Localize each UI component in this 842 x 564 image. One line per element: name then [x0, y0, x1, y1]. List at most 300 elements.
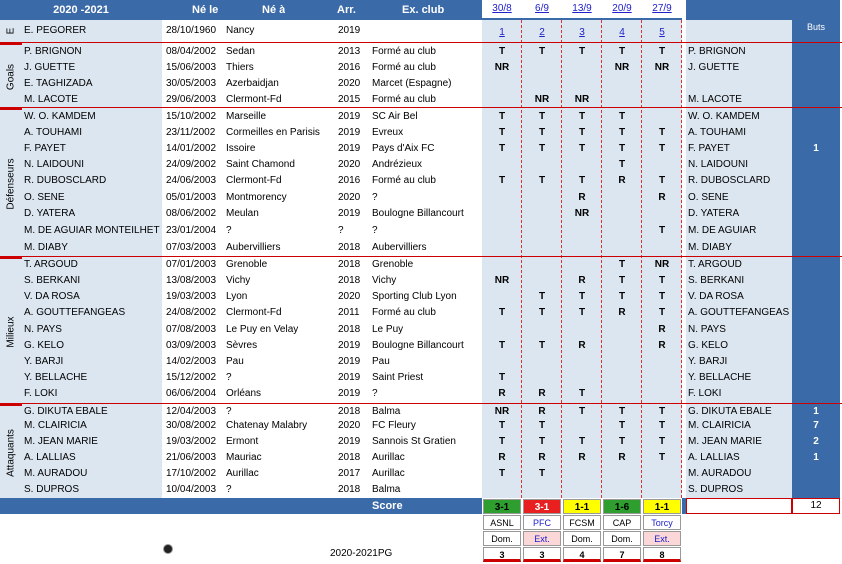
player-arrival: 2018 — [338, 324, 361, 335]
match-mark: NR — [494, 275, 510, 286]
match-mark: T — [618, 46, 626, 57]
sep-line-1 — [0, 42, 842, 43]
player-name: M. JEAN MARIE — [24, 436, 98, 447]
player-short-name: A. TOUHAMI — [688, 127, 746, 138]
player-birth-date: 08/06/2002 — [166, 208, 217, 219]
player-birth-place: Azerbaidjan — [226, 78, 279, 89]
header-ex-club: Ex. club — [402, 4, 445, 16]
match-mark: R — [578, 275, 586, 286]
player-ex-club: Aurillac — [372, 468, 405, 479]
player-short-name: G. KELO — [688, 340, 729, 351]
player-birth-place: Clermont-Fd — [226, 307, 282, 318]
player-short-name: J. GUETTE — [688, 62, 740, 73]
match-mark: T — [538, 175, 546, 186]
match-num-5[interactable]: 5 — [659, 27, 665, 38]
player-birth-date: 03/09/2003 — [166, 340, 217, 351]
player-birth-place: Saint Chamond — [226, 159, 295, 170]
match-mark: R — [658, 192, 666, 203]
match-date-2[interactable]: 6/9 — [535, 3, 549, 14]
player-birth-place: Lyon — [226, 291, 248, 302]
player-name: M. CLAIRICIA — [24, 420, 87, 431]
match-mark: NR — [574, 208, 590, 219]
match-score: 3-1 — [523, 499, 561, 514]
header-right-bar — [686, 0, 840, 20]
match-mark: T — [538, 307, 546, 318]
match-score: 1-1 — [563, 499, 601, 514]
player-name: R. DUBOSCLARD — [24, 175, 107, 186]
player-name: M. AURADOU — [24, 468, 88, 479]
player-short-name: F. PAYET — [688, 143, 730, 154]
player-name: W. O. KAMDEM — [24, 111, 96, 122]
match-mark: T — [498, 111, 506, 122]
section-goals-label: Goals — [5, 63, 17, 91]
player-short-name: G. DIKUTA EBALE — [688, 406, 772, 417]
player-name: S. DUPROS — [24, 484, 80, 495]
match-mark: T — [618, 259, 626, 270]
match-venue: Ext. — [523, 531, 561, 546]
match-score: 3-1 — [483, 499, 521, 514]
match-points: 3 — [523, 547, 561, 562]
player-birth-place: Sèvres — [226, 340, 258, 351]
match-mark: T — [498, 420, 506, 431]
player-arrival: 2018 — [338, 242, 361, 253]
match-mark: T — [578, 291, 586, 302]
match-date-5[interactable]: 27/9 — [652, 3, 672, 14]
section-attack-label: Attaquants — [5, 429, 17, 477]
match-points: 4 — [563, 547, 601, 562]
match-score: 1-1 — [643, 499, 681, 514]
player-ex-club: Le Puy — [372, 324, 404, 335]
match-mark: NR — [534, 94, 550, 105]
player-short-name: M. DIABY — [688, 242, 732, 253]
player-goals: 1 — [813, 452, 819, 463]
match-opponent: Torcy — [643, 515, 681, 530]
player-birth-place: Clermont-Fd — [226, 175, 282, 186]
player-arrival: 2019 — [338, 208, 361, 219]
player-arrival: 2018 — [338, 259, 361, 270]
player-goals: 1 — [813, 406, 819, 417]
ball-icon — [163, 544, 173, 554]
player-birth-date: 07/03/2003 — [166, 242, 217, 253]
player-ex-club: Pays d'Aix FC — [372, 143, 435, 154]
player-birth-place: Cormeilles en Parisis — [226, 127, 320, 138]
player-short-name: S. DUPROS — [688, 484, 744, 495]
player-birth-place: Issoire — [226, 143, 256, 154]
match-mark: R — [658, 324, 666, 335]
player-birth-place: Le Puy en Velay — [226, 324, 299, 335]
player-name: G. DIKUTA EBALE — [24, 406, 108, 417]
player-arrival: 2011 — [338, 307, 360, 318]
player-short-name: N. LAIDOUNI — [688, 159, 749, 170]
player-birth-place: Montmorency — [226, 192, 287, 203]
player-short-name: D. YATERA — [688, 208, 740, 219]
player-birth-place: Mauriac — [226, 452, 262, 463]
match-score: 1-6 — [603, 499, 641, 514]
player-name: Y. BARJI — [24, 356, 64, 367]
match-mark: T — [618, 275, 626, 286]
match-mark: R — [658, 340, 666, 351]
player-birth-date: 12/04/2003 — [166, 406, 217, 417]
player-ex-club: ? — [372, 388, 378, 399]
match-mark: T — [658, 143, 666, 154]
player-birth-date: 10/04/2003 — [166, 484, 217, 495]
match-mark: T — [538, 436, 546, 447]
player-ex-club: FC Fleury — [372, 420, 416, 431]
player-arrival: 2020 — [338, 159, 361, 170]
section-staff-label: E — [5, 27, 17, 35]
player-ex-club: Aubervilliers — [372, 242, 427, 253]
player-ex-club: Formé au club — [372, 46, 436, 57]
header-born-place: Né à — [262, 4, 286, 16]
match-mark: T — [658, 406, 666, 417]
player-birth-place: Ermont — [226, 436, 259, 447]
player-birth-date: 23/01/2004 — [166, 225, 217, 236]
match-opponent: PFC — [523, 515, 561, 530]
match-points: 8 — [643, 547, 681, 562]
player-birth-place: Chatenay Malabry — [226, 420, 308, 431]
match-mark: T — [538, 420, 546, 431]
player-name: J. GUETTE — [24, 62, 76, 73]
match-date-1[interactable]: 30/8 — [492, 3, 512, 14]
player-name: E. PEGORER — [24, 25, 87, 36]
player-ex-club: Evreux — [372, 127, 404, 138]
header-bar — [162, 0, 482, 20]
match-mark: T — [658, 291, 666, 302]
match-date-3[interactable]: 13/9 — [572, 3, 592, 14]
player-birth-place: Aubervilliers — [226, 242, 281, 253]
match-mark: T — [618, 111, 626, 122]
player-ex-club: Formé au club — [372, 307, 436, 318]
player-birth-place: Nancy — [226, 25, 255, 36]
match-mark: T — [498, 127, 506, 138]
match-mark: NR — [654, 259, 670, 270]
season-title: 2020 -2021 — [0, 0, 162, 20]
match-dates-row — [482, 0, 682, 20]
match-mark: R — [578, 340, 586, 351]
match-mark: NR — [654, 62, 670, 73]
section-midfield-label: Milieux — [5, 316, 17, 348]
player-birth-date: 24/06/2003 — [166, 175, 217, 186]
score-label: Score — [372, 500, 403, 512]
match-mark: T — [658, 307, 666, 318]
player-name: T. ARGOUD — [24, 259, 78, 270]
player-arrival: 2019 — [338, 25, 361, 36]
player-short-name: A. GOUTTEFANGEAS — [688, 307, 790, 318]
player-birth-date: 30/05/2003 — [166, 78, 217, 89]
player-birth-place: ? — [226, 372, 232, 383]
player-birth-place: ? — [226, 484, 232, 495]
match-num-3[interactable]: 3 — [579, 27, 585, 38]
player-arrival: 2018 — [338, 452, 361, 463]
player-birth-place: Meulan — [226, 208, 259, 219]
player-arrival: 2019 — [338, 127, 361, 138]
player-arrival: 2018 — [338, 484, 361, 495]
section-staff — [0, 20, 22, 42]
score-blank — [686, 498, 792, 514]
player-birth-place: Vichy — [226, 275, 251, 286]
player-ex-club: SC Air Bel — [372, 111, 418, 122]
player-arrival: 2013 — [338, 46, 361, 57]
player-name: Y. BELLACHE — [24, 372, 88, 383]
player-short-name: M. LACOTE — [688, 94, 742, 105]
score-bar — [0, 498, 482, 514]
player-birth-place: Marseille — [226, 111, 267, 122]
match-mark: T — [658, 225, 666, 236]
match-mark: R — [538, 388, 546, 399]
player-short-name: R. DUBOSCLARD — [688, 175, 771, 186]
player-goals: 2 — [813, 436, 819, 447]
player-name: N. PAYS — [24, 324, 62, 335]
player-arrival: 2019 — [338, 372, 361, 383]
match-mark: T — [618, 406, 626, 417]
match-mark: NR — [494, 62, 510, 73]
goals-header: Buts — [806, 22, 825, 32]
sheet-label: 2020-2021PG — [330, 548, 393, 559]
match-mark: T — [578, 307, 586, 318]
match-mark: T — [578, 143, 586, 154]
player-name: F. PAYET — [24, 143, 66, 154]
match-mark: R — [538, 452, 546, 463]
player-ex-club: Andrézieux — [372, 159, 423, 170]
match-mark: R — [618, 175, 626, 186]
match-mark: T — [658, 46, 666, 57]
player-arrival: 2016 — [338, 175, 361, 186]
player-ex-club: Sannois St Gratien — [372, 436, 456, 447]
header-born-date: Né le — [192, 4, 219, 16]
match-mark: T — [578, 406, 586, 417]
player-short-name: Y. BARJI — [688, 356, 728, 367]
player-arrival: 2018 — [338, 275, 361, 286]
player-birth-date: 21/06/2003 — [166, 452, 217, 463]
player-birth-place: Orléans — [226, 388, 262, 399]
player-birth-date: 19/03/2002 — [166, 436, 217, 447]
player-arrival: 2019 — [338, 388, 361, 399]
player-birth-date: 14/02/2003 — [166, 356, 217, 367]
player-birth-date: 23/11/2002 — [166, 127, 216, 138]
match-mark: T — [498, 468, 506, 479]
player-ex-club: Sporting Club Lyon — [372, 291, 457, 302]
player-name: M. DIABY — [24, 242, 68, 253]
match-mark: T — [658, 275, 666, 286]
match-points: 7 — [603, 547, 641, 562]
match-mark: R — [538, 406, 546, 417]
player-birth-date: 07/08/2003 — [166, 324, 217, 335]
player-name: A. LALLIAS — [24, 452, 76, 463]
player-name: D. YATERA — [24, 208, 76, 219]
player-arrival: 2018 — [338, 406, 361, 417]
player-arrival: 2019 — [338, 340, 361, 351]
player-arrival: 2016 — [338, 62, 361, 73]
match-venue: Ext. — [643, 531, 681, 546]
match-mark: R — [578, 452, 586, 463]
match-opponent: FCSM — [563, 515, 601, 530]
player-arrival: 2019 — [338, 356, 361, 367]
player-short-name: F. LOKI — [688, 388, 722, 399]
match-mark: T — [538, 46, 546, 57]
player-short-name: A. LALLIAS — [688, 452, 740, 463]
match-mark: T — [658, 127, 666, 138]
player-ex-club: ? — [372, 192, 378, 203]
match-mark: T — [498, 175, 506, 186]
match-points: 3 — [483, 547, 521, 562]
player-birth-date: 07/01/2003 — [166, 259, 217, 270]
match-mark: T — [658, 420, 666, 431]
match-mark: T — [618, 159, 626, 170]
match-date-4[interactable]: 20/9 — [612, 3, 632, 14]
player-name: N. LAIDOUNI — [24, 159, 85, 170]
section-midfield — [0, 257, 22, 405]
player-birth-place: ? — [226, 406, 232, 417]
player-name: O. SENE — [24, 192, 65, 203]
match-mark: T — [578, 127, 586, 138]
player-short-name: M. CLAIRICIA — [688, 420, 751, 431]
match-mark: T — [578, 111, 586, 122]
player-birth-date: 24/09/2002 — [166, 159, 217, 170]
player-short-name: S. BERKANI — [688, 275, 745, 286]
player-short-name: M. DE AGUIAR — [688, 225, 757, 236]
player-short-name: N. PAYS — [688, 324, 726, 335]
sep-line-2 — [0, 107, 842, 108]
player-birth-date: 08/04/2002 — [166, 46, 217, 57]
player-arrival: 2017 — [338, 468, 361, 479]
match-mark: NR — [574, 94, 590, 105]
match-mark: T — [538, 111, 546, 122]
player-ex-club: Formé au club — [372, 62, 436, 73]
player-birth-date: 30/08/2002 — [166, 420, 217, 431]
player-short-name: W. O. KAMDEM — [688, 111, 760, 122]
match-opponent: ASNL — [483, 515, 521, 530]
player-arrival: 2019 — [338, 143, 361, 154]
player-birth-place: Aurillac — [226, 468, 259, 479]
player-arrival: 2020 — [338, 78, 361, 89]
section-defenders-label: Défenseurs — [5, 158, 17, 210]
player-ex-club: Formé au club — [372, 175, 436, 186]
player-birth-date: 06/06/2004 — [166, 388, 217, 399]
player-short-name: Y. BELLACHE — [688, 372, 752, 383]
match-mark: T — [618, 291, 626, 302]
match-mark: T — [658, 452, 666, 463]
player-ex-club: Grenoble — [372, 259, 414, 270]
match-mark: T — [578, 388, 586, 399]
match-num-4[interactable]: 4 — [619, 27, 625, 38]
player-arrival: 2019 — [338, 111, 361, 122]
player-birth-date: 15/10/2002 — [166, 111, 217, 122]
player-birth-date: 24/08/2002 — [166, 307, 217, 318]
match-mark: T — [538, 127, 546, 138]
player-name: E. TAGHIZADA — [24, 78, 93, 89]
match-num-1[interactable]: 1 — [499, 27, 505, 38]
match-mark: T — [498, 46, 506, 57]
player-short-name: P. BRIGNON — [688, 46, 746, 57]
match-mark: T — [658, 175, 666, 186]
match-mark: T — [658, 436, 666, 447]
match-mark: R — [578, 192, 586, 203]
player-arrival: 2019 — [338, 436, 361, 447]
player-birth-place: Clermont-Fd — [226, 94, 282, 105]
section-goals — [0, 43, 22, 109]
player-short-name: M. AURADOU — [688, 468, 752, 479]
player-arrival: ? — [338, 225, 344, 236]
player-birth-place: Thiers — [226, 62, 254, 73]
match-venue: Dom. — [563, 531, 601, 546]
player-birth-place: Sedan — [226, 46, 255, 57]
player-short-name: O. SENE — [688, 192, 729, 203]
player-birth-place: Grenoble — [226, 259, 268, 270]
player-goals: 7 — [813, 420, 819, 431]
player-birth-date: 13/08/2003 — [166, 275, 217, 286]
match-mark: R — [618, 452, 626, 463]
match-mark: T — [618, 127, 626, 138]
match-mark: T — [538, 468, 546, 479]
match-mark: T — [578, 175, 586, 186]
match-mark: T — [618, 436, 626, 447]
match-mark: T — [498, 340, 506, 351]
player-short-name: M. JEAN MARIE — [688, 436, 762, 447]
player-ex-club: Boulogne Billancourt — [372, 340, 464, 351]
match-mark: NR — [494, 406, 510, 417]
player-name: M. LACOTE — [24, 94, 78, 105]
match-mark: T — [538, 340, 546, 351]
player-ex-club: Formé au club — [372, 94, 436, 105]
player-ex-club: Aurillac — [372, 452, 405, 463]
player-arrival: 2015 — [338, 94, 361, 105]
player-short-name: T. ARGOUD — [688, 259, 742, 270]
player-birth-date: 05/01/2003 — [166, 192, 217, 203]
section-defenders — [0, 108, 22, 258]
player-short-name: V. DA ROSA — [688, 291, 744, 302]
player-goals: 1 — [813, 143, 819, 154]
player-ex-club: Boulogne Billancourt — [372, 208, 464, 219]
player-birth-place: ? — [226, 225, 232, 236]
player-name: S. BERKANI — [24, 275, 81, 286]
match-mark: T — [498, 436, 506, 447]
match-mark: T — [618, 420, 626, 431]
player-name: M. DE AGUIAR MONTEILHET — [24, 225, 160, 236]
player-birth-place: Pau — [226, 356, 244, 367]
match-mark: T — [538, 291, 546, 302]
match-mark: R — [498, 452, 506, 463]
header-arrival: Arr. — [337, 4, 356, 16]
player-name: G. KELO — [24, 340, 65, 351]
player-ex-club: Balma — [372, 484, 401, 495]
player-ex-club: Balma — [372, 406, 401, 417]
player-birth-date: 15/12/2002 — [166, 372, 217, 383]
match-venue: Dom. — [483, 531, 521, 546]
match-venue: Dom. — [603, 531, 641, 546]
match-mark: NR — [614, 62, 630, 73]
player-ex-club: Pau — [372, 356, 390, 367]
player-ex-club: Marcet (Espagne) — [372, 78, 452, 89]
player-ex-club: Vichy — [372, 275, 397, 286]
player-birth-date: 29/06/2003 — [166, 94, 217, 105]
match-mark: R — [618, 307, 626, 318]
player-name: P. BRIGNON — [24, 46, 82, 57]
player-name: F. LOKI — [24, 388, 58, 399]
player-birth-date: 28/10/1960 — [166, 25, 217, 36]
match-mark: T — [498, 307, 506, 318]
player-arrival: 2020 — [338, 291, 361, 302]
player-birth-date: 14/01/2002 — [166, 143, 217, 154]
player-name: A. TOUHAMI — [24, 127, 82, 138]
player-arrival: 2020 — [338, 192, 361, 203]
section-attack — [0, 404, 22, 500]
match-num-2[interactable]: 2 — [539, 27, 545, 38]
player-ex-club: ? — [372, 225, 378, 236]
player-birth-date: 17/10/2002 — [166, 468, 217, 479]
match-mark: T — [578, 46, 586, 57]
match-mark: T — [498, 143, 506, 154]
player-name: A. GOUTTEFANGEAS — [24, 307, 126, 318]
